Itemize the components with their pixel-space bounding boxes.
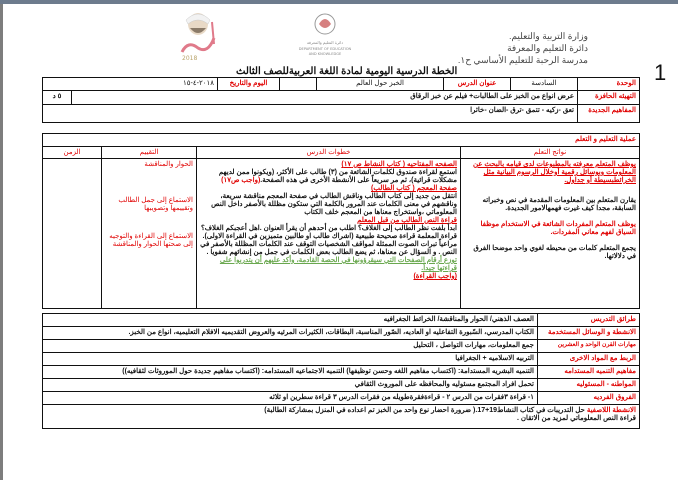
detail-label: الفروق الفرديه: [538, 392, 640, 405]
zayed-year-logo: [168, 10, 230, 62]
teaching-process-table: [42, 133, 640, 309]
detail-value: التنميه البشريه المستدامة: (اكتساب مفاهيم اللغه وحسن توظيفها) التنميه الاجتماعيه المستدامه: (اكتساب مفاهيم جديدة حول الموروثات لثقافيه)): [43, 366, 538, 379]
outcome-item: يقارن المتعلم بين المعلومات المقدمة في نص وخبراته السابقة، مجدا كيف غيرت فهمهالامور الجديدة.: [482, 197, 636, 212]
warmup-label: التهيئه الحافزة: [578, 91, 640, 105]
homework-note: (واجب ص١٧): [221, 177, 261, 184]
date-value: ٢٠١٨-٤-١٥: [43, 78, 218, 91]
col-outcomes: نواتج التعلم: [461, 147, 640, 159]
document-title: الخطة الدرسية اليومية لمادة اللغة العربيةللصف الثالث: [236, 66, 458, 77]
warmup-value: عرض انواع من الخبز على الطالبات+ فيلم عن خبز الرقاق: [72, 91, 578, 105]
outcomes-cell: [461, 159, 640, 309]
unit-label: الوحدة: [578, 78, 640, 91]
col-steps: خطوات الدرس: [197, 147, 461, 159]
ministry-line: دائرة التعليم والمعرفة: [507, 43, 588, 53]
svg-text:دائرة التعليم والمعرفة: دائرة التعليم والمعرفة: [306, 40, 344, 45]
step-text: ابدأ بلفت نظر الطالب إلى الغلاف؟ اطلب من أحدهم أن يقرأ العنوان .اهل أعجبكم الغلاف؟ قراءة المعلمة قراءة صحيحة طبيعية (اشراك طالب او طالبين متميزين في القراءة الاولى). مراعياً تبرات الصوت الممثلة لمواقف الشخصيات التوقف عند الكلمات المظللة بالأصفر في النص . و السؤال عن معناها، ثم يضع الطالب بعض الكلمات في جمل من إنشائهم شفويا .: [200, 225, 457, 256]
assessment-cell: [102, 159, 197, 309]
outcome-item: يوظف المتعلم معرفته بالمطبوعات لدى قيامه بالبحث عن المعلومات وبوسائل رقمية أوخلال الرسوم البيانية مثل الخرائطبسيطة أو جداول.: [472, 161, 636, 184]
col-time: الزمن: [43, 147, 102, 159]
detail-value: التربيه الاسلاميه + الجغرافيا: [43, 353, 538, 366]
step-heading: صفحة المعجم ( كتاب الطالب): [370, 185, 457, 192]
detail-row: [43, 327, 640, 340]
lesson-title-label: عنوان الدرس: [444, 78, 511, 91]
outcome-item: يجمع المتعلم كلمات من محيطه لغوي واحد موضحا الفرق في دلالاتها.: [473, 245, 636, 260]
concepts-value: تعق -زكيه - تتمق -ترق -الضان -خاثرا: [43, 105, 578, 123]
homework-label: الانشطة اللاصفية: [586, 407, 636, 414]
detail-label: طرائق التدريس: [538, 314, 640, 327]
detail-row: [43, 314, 640, 327]
detail-row: [43, 353, 640, 366]
window-left-edge: [0, 4, 3, 480]
detail-label: المواطنه - المسئوليه: [538, 379, 640, 392]
detail-row: [43, 379, 640, 392]
detail-value: ١- قراءة ٣فقرات من الدرس ٢ - قراءةفقرةطويله من فقرات الدرس ٣ قراءة سطرين او ثلاثه: [43, 392, 538, 405]
detail-label: مفاهيم التنميه المستدامه: [538, 366, 640, 379]
homework-text-2: قراءة النص المعلوماتي لمزيد من الاتقان .: [516, 415, 636, 422]
outcome-item: يوظف المتعلم المفردات الشائعة في الاستخدام موظفا السياق لفهم معاني المفردات.: [480, 221, 636, 236]
detail-value: العصف الذهني/ الحوار والمناقشة/ الخرائط الجغرافيه: [43, 314, 538, 327]
homework-text: حل التدريبات في كتاب النشاط19+17.( ضرورة احضار نوع واحد من الخبز تم اعداده في المنزل بمشاركة الطالبة): [264, 407, 585, 414]
lesson-info-table: [42, 77, 640, 123]
concepts-label: المفاهيم الجديدة: [578, 105, 640, 123]
step-note: توزع أرقام الصفحات التي سيقرؤونها في الحصة القادمة، وأكد عليهم أن يتدربوا على قراءتها جيداً.: [219, 257, 457, 272]
detail-label: مهارات القرن الواحد و العشرين: [538, 340, 640, 353]
svg-text:AND KNOWLEDGE: AND KNOWLEDGE: [308, 52, 342, 56]
assessment-item: الاستماع إلى القراءة والتوجيه إلى صحتها الحوار والمناقشة: [109, 233, 193, 248]
ministry-header: [458, 30, 588, 66]
homework-cell: [43, 405, 640, 429]
lesson-title-value: الخبز حول العالم: [317, 78, 444, 91]
step-text: استمع لقراءة صندوق لكلمات الشائعة من (٣) طالب على الأكثر، (ويكونوا ممن لديهم مشكلات قرائية)، ثم مر سريعاً على الأنشطة الأخرى في هذه الصفحة.: [218, 169, 457, 184]
detail-value: الكتاب المدرسي، السّبورة التفاعليه او العاديه، الصّور المناسبة، البطاقات، الكثيرات المرئيه والعروض التقديميه الافلام التعليميه، انواع من الخبز.: [43, 327, 538, 340]
detail-row: [43, 392, 640, 405]
svg-text:2018: 2018: [182, 55, 198, 62]
duration-value: ٥ د: [43, 91, 72, 105]
detail-label: الانشطة و الوسائل المستخدمة: [538, 327, 640, 340]
step-heading: قراءة النص الطالب من قبل المعلم: [357, 217, 457, 224]
step-text: انتقل من جديد إلى كتاب الطالب وناقش الطالب في صفحة المعجم مناقشة سريعة، وناقشهم في معنى الكلمات عند المرور بالكلمة التي ستكون مظللة بالأصفر داخل النص المعلوماتي ،واستخراج معناها من المعجم خلف الكتاب: [211, 193, 457, 216]
time-cell: [43, 159, 102, 309]
detail-label: الربط مع المواد الاخرى: [538, 353, 640, 366]
detail-value: تحمل افراد المجتمع مسئوليه والمحافظه على الموروث الثقافي: [43, 379, 538, 392]
homework-note: (واجب القراءة): [413, 273, 457, 280]
detail-value: جمع المعلومات، مهارات التواصل ، التحليل: [43, 340, 538, 353]
assessment-item: الحوار والمناقشة: [144, 161, 193, 168]
unit-value: السادسة: [511, 78, 578, 91]
date-label: اليوم والتاريخ: [218, 78, 280, 91]
detail-row: [43, 366, 640, 379]
assessment-item: الاستماع إلى جمل الطالب وتقييمها وتصويبها: [118, 197, 193, 212]
svg-text:DEPARTMENT OF EDUCATION: DEPARTMENT OF EDUCATION: [298, 47, 352, 51]
step-heading: الصفحه المفتاحيه ( كتاب النشاط ص ١٧): [341, 161, 457, 168]
department-of-education-logo: [295, 10, 355, 60]
col-assessment: التقييم: [102, 147, 197, 159]
steps-cell: [197, 159, 461, 309]
window-top-bar: [0, 0, 678, 4]
ministry-line: مدرسة الرحبة للتعليم الأساسي ح١.: [457, 55, 588, 65]
process-section-title: عملية التعليم و التعلم: [43, 134, 640, 147]
page-number: 1: [654, 60, 667, 85]
detail-row: [43, 340, 640, 353]
lesson-details-table: [42, 313, 640, 429]
ministry-line: وزارة التربية والتعليم.: [508, 31, 588, 41]
homework-row: [43, 405, 640, 429]
